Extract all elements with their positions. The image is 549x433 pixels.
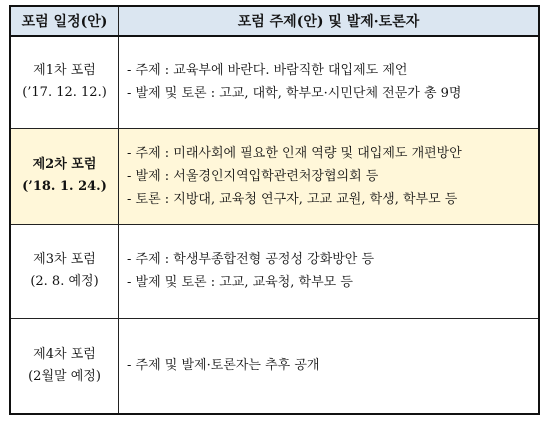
- table-row: [10, 318, 539, 414]
- schedule-cell: [10, 318, 119, 414]
- schedule-column-header: 포럼 일정(안): [10, 6, 119, 36]
- topic-column-header: 포럼 주제(안) 및 발제·토론자: [119, 6, 540, 36]
- topic-item: - 발제 : 서울경인지역입학관련처장협의회 등: [127, 168, 379, 184]
- topic-item: - 발제 및 토론 : 고교, 교육청, 학부모 등: [127, 275, 353, 290]
- table-row: [10, 224, 539, 318]
- topic-item: - 주제 : 학생부종합전형 공정성 강화방안 등: [127, 252, 375, 267]
- forum-date: (2. 8. 예정): [30, 274, 99, 289]
- table-row: [10, 36, 539, 128]
- schedule-cell: [10, 128, 119, 224]
- topic-item: - 발제 및 토론 : 고교, 대학, 학부모·시민단체 전문가 총 9명: [127, 86, 462, 102]
- table-row-highlighted: [10, 128, 539, 224]
- forum-schedule-table: [9, 5, 540, 415]
- schedule-cell: [10, 224, 119, 318]
- forum-title: 제4차 포럼: [33, 346, 96, 362]
- forum-date: (2월말 예정): [28, 368, 101, 384]
- forum-title: 제3차 포럼: [33, 252, 96, 267]
- topic-item: - 토론 : 지방대, 교육청 연구자, 고교 교원, 학생, 학부모 등: [127, 191, 458, 207]
- topic-cell: [119, 36, 540, 128]
- forum-title: 제2차 포럼: [32, 157, 97, 172]
- forum-title: 제1차 포럼: [33, 63, 96, 79]
- forum-date: (’17. 12. 12.): [22, 85, 107, 101]
- table-header-row: [10, 6, 539, 36]
- topic-item: - 주제 및 발제·토론자는 추후 공개: [127, 358, 320, 374]
- topic-cell: [119, 128, 540, 224]
- topic-cell: [119, 318, 540, 414]
- topic-cell: [119, 224, 540, 318]
- topic-item: - 주제 : 미래사회에 필요한 인재 역량 및 대입제도 개편방안: [127, 145, 462, 161]
- schedule-cell: [10, 36, 119, 128]
- forum-date: (’18. 1. 24.): [22, 179, 107, 194]
- topic-item: - 주제 : 교육부에 바란다. 바람직한 대입제도 제언: [127, 63, 408, 79]
